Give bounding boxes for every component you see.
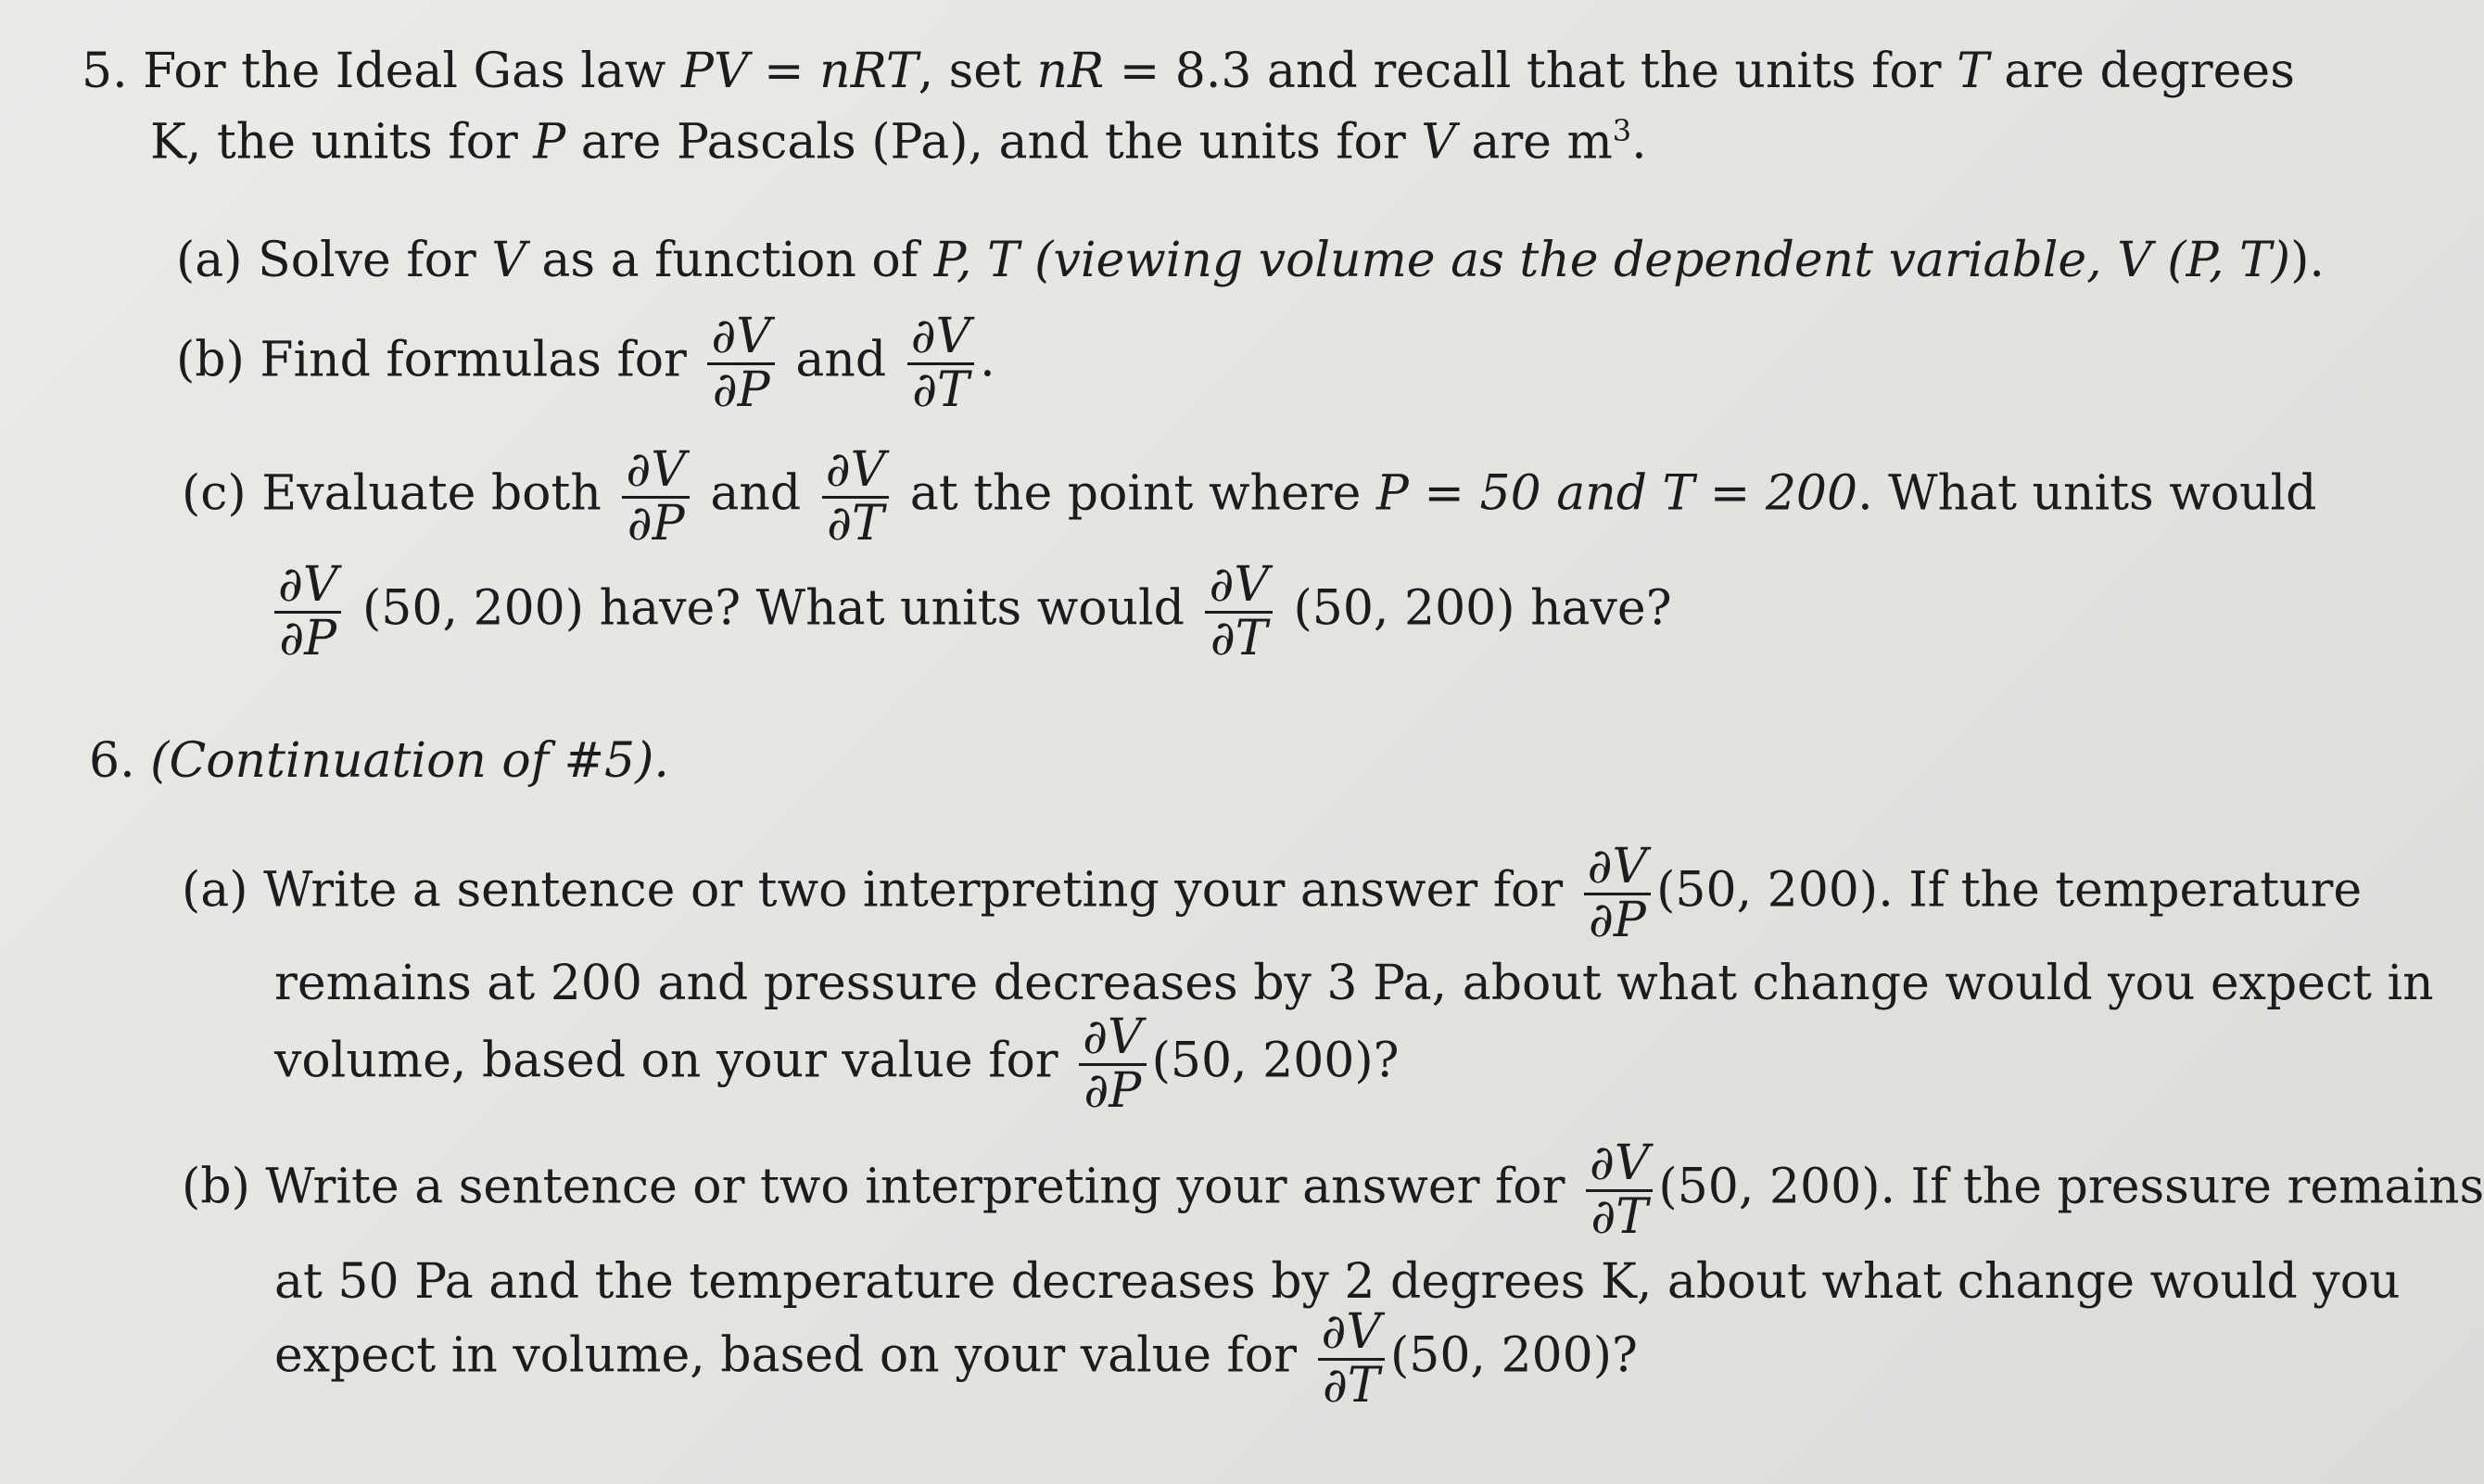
p6a-text: ? — [1373, 1033, 1400, 1089]
fraction-denominator: ∂T — [827, 495, 884, 552]
fraction-numerator: ∂V — [1318, 1307, 1385, 1361]
p5b-text: . — [980, 332, 995, 388]
p5a-italic: (viewing volume as the dependent variable, — [1034, 233, 2102, 288]
point-50-200: (50, 200) — [361, 580, 585, 637]
dv-dt-fraction — [822, 442, 889, 552]
fraction-denominator: ∂P — [1084, 1062, 1142, 1119]
p5-text: are m — [1471, 114, 1613, 171]
p6b-line2: at 50 Pa and the temperature decreases by 2 degrees K, about what change would you — [274, 1254, 2401, 1310]
p5a-text: ). — [2290, 233, 2325, 288]
fraction-numerator: ∂V — [1205, 560, 1272, 614]
var-v: V — [1421, 114, 1456, 171]
p5a-text: as a function of — [541, 233, 919, 288]
ideal-gas-law: PV = nRT — [680, 44, 919, 99]
dv-dt-fraction — [1205, 557, 1272, 666]
fraction-denominator: ∂P — [1588, 892, 1646, 948]
p6a-line3 — [274, 1009, 1400, 1119]
fraction-numerator: ∂V — [622, 445, 689, 499]
p6b-line1 — [182, 1135, 2484, 1245]
p5c-text: . What units would — [1857, 465, 2317, 522]
p6a-label: (a) — [182, 862, 248, 919]
p5b-line — [176, 309, 995, 418]
p5-line2 — [150, 113, 1647, 171]
dv-dp-fraction — [1584, 839, 1651, 948]
p5a-text: Solve for — [258, 233, 476, 288]
point-50-200: (50, 200) — [1658, 1159, 1881, 1215]
p5c-text: have? — [1530, 580, 1672, 637]
var-t: T — [1957, 44, 1989, 99]
fraction-denominator: ∂T — [1591, 1188, 1648, 1245]
fraction-denominator: ∂P — [279, 610, 337, 666]
p6b-text: ? — [1612, 1327, 1638, 1384]
p5-text: , set — [918, 44, 1021, 99]
p5b-text: and — [795, 332, 887, 388]
p5b-label: (b) — [176, 332, 245, 388]
p6a-line1 — [182, 839, 2363, 948]
dv-dt-fraction — [1318, 1304, 1385, 1414]
p5c-text: Evaluate both — [261, 465, 602, 522]
point-50-200: (50, 200) — [1151, 1033, 1374, 1089]
var-v: V — [491, 233, 526, 288]
p5-text: K, the units for — [150, 114, 518, 171]
p5a-line — [176, 232, 2325, 289]
p6-title: (Continuation of #5). — [150, 733, 669, 789]
p5c-text: at the point where — [909, 465, 1362, 522]
p5-text: are degrees — [2004, 44, 2295, 99]
fraction-numerator: ∂V — [707, 311, 774, 365]
dv-dp-fraction — [1079, 1009, 1146, 1119]
p6a-text: volume, based on your value for — [274, 1033, 1058, 1089]
p6-header — [89, 732, 669, 790]
fraction-denominator: ∂T — [1210, 610, 1268, 666]
fraction-denominator: ∂P — [627, 495, 685, 552]
var-p: P — [533, 114, 566, 171]
dv-dt-fraction — [907, 309, 974, 418]
fraction-numerator: ∂V — [1079, 1012, 1146, 1066]
p6b-text: Write a sentence or two interpreting your answer for — [265, 1159, 1565, 1215]
fraction-numerator: ∂V — [907, 311, 974, 365]
p5c-text: have? What units would — [599, 580, 1185, 637]
fraction-denominator: ∂T — [1322, 1357, 1380, 1414]
dv-dt-fraction — [1586, 1135, 1653, 1245]
p6b-text: . If the pressure remains — [1880, 1159, 2484, 1215]
p6b-label: (b) — [182, 1159, 250, 1215]
point-50-200: (50, 200) — [1389, 1327, 1613, 1384]
p5c-line2 — [269, 557, 1672, 666]
fraction-numerator: ∂V — [274, 560, 341, 614]
func-v-pt: V (P, T) — [2117, 233, 2291, 288]
p6b-line3 — [274, 1304, 1638, 1414]
fraction-denominator: ∂T — [912, 361, 970, 418]
dv-dp-fraction — [622, 442, 689, 552]
nr-symbol: nR — [1036, 44, 1105, 99]
p5-text: = 8.3 and recall that the units for — [1119, 44, 1942, 99]
p5b-text: Find formulas for — [260, 332, 687, 388]
p6a-text: . If the temperature — [1878, 862, 2363, 919]
p6b-text: expect in volume, based on your value for — [274, 1327, 1297, 1384]
vars-pt: P, T — [933, 233, 1020, 288]
p5-line1 — [82, 43, 2295, 100]
fraction-numerator: ∂V — [822, 445, 889, 499]
p6a-line2: remains at 200 and pressure decreases by 3 Pa, about what change would you expect in — [274, 956, 2434, 1011]
p5-text: For the Ideal Gas law — [143, 44, 666, 99]
p6a-text: Write a sentence or two interpreting your answer for — [263, 862, 1564, 919]
dv-dp-fraction — [274, 557, 341, 666]
p5-text: are Pascals (Pa), and the units for — [580, 114, 1406, 171]
fraction-numerator: ∂V — [1584, 842, 1651, 895]
p5c-line1 — [182, 442, 2317, 552]
p5-number: 5. — [82, 44, 128, 99]
p5c-text: and — [710, 465, 802, 522]
dv-dp-fraction — [707, 309, 774, 418]
p5c-condition: P = 50 and T = 200 — [1375, 465, 1858, 522]
fraction-numerator: ∂V — [1586, 1138, 1653, 1192]
point-50-200: (50, 200) — [1293, 580, 1515, 637]
p5c-label: (c) — [182, 465, 247, 522]
exponent: 3 — [1612, 113, 1632, 148]
p5-text: . — [1631, 114, 1647, 171]
p6-number: 6. — [89, 733, 135, 789]
p5a-label: (a) — [176, 233, 243, 288]
point-50-200: (50, 200) — [1656, 862, 1879, 919]
fraction-denominator: ∂P — [712, 361, 770, 418]
